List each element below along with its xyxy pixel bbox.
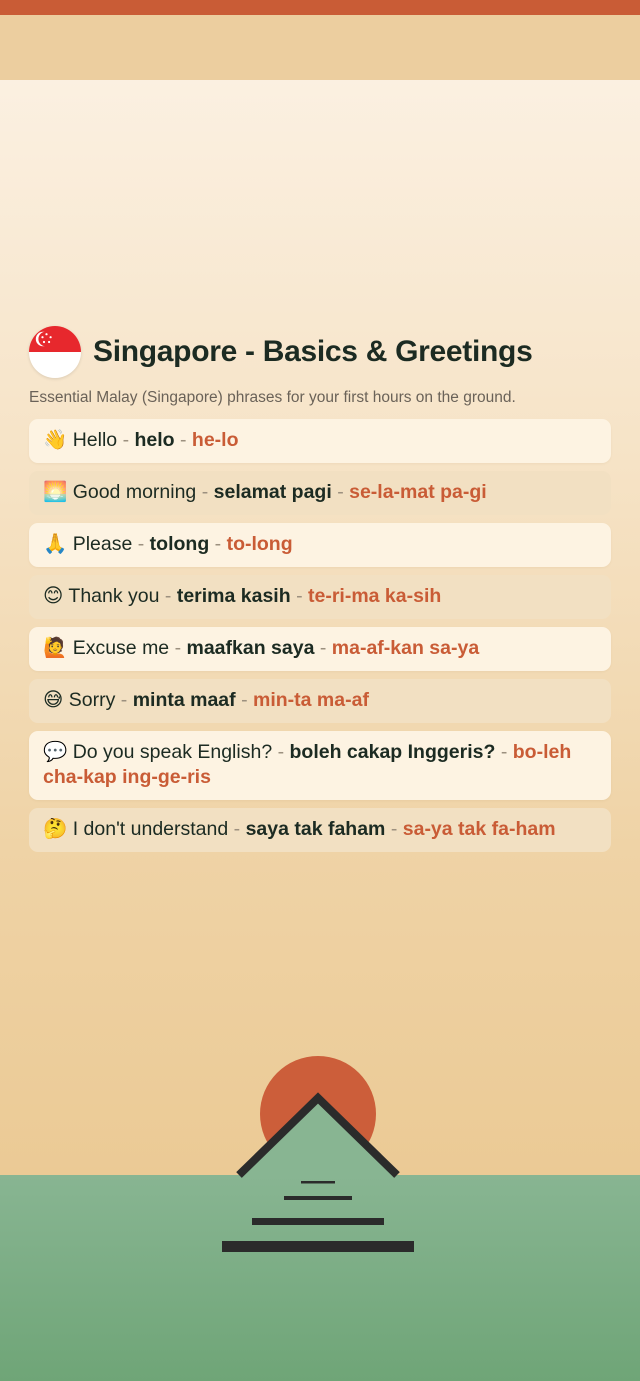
header	[29, 325, 611, 379]
list-item	[29, 808, 611, 852]
phrase-english: Excuse me	[72, 637, 170, 659]
separator: -	[174, 637, 182, 659]
list-item	[29, 523, 611, 567]
phrase-english: Do you speak English?	[72, 741, 273, 763]
separator: -	[296, 585, 303, 607]
sweat-smile-icon: 😅	[43, 689, 64, 711]
top-accent-bar	[0, 0, 640, 15]
waving-hand-icon: 👋	[43, 429, 68, 451]
phrase-pronunciation: bo-leh cha-kap ing-ge-ris	[43, 741, 572, 788]
separator: -	[122, 429, 130, 451]
phrase-english: Sorry	[68, 689, 116, 711]
top-band	[0, 15, 640, 80]
phrase-english: Thank you	[68, 585, 160, 607]
separator: -	[319, 637, 327, 659]
phrase-native: tolong	[149, 533, 210, 555]
phrase-native: terima kasih	[176, 585, 291, 607]
phrase-pronunciation: ma-af-kan sa-ya	[331, 637, 480, 659]
separator: -	[214, 533, 222, 555]
phrase-pronunciation: se-la-mat pa-gi	[349, 481, 487, 503]
raising-hand-icon: 🙋	[43, 637, 68, 659]
separator: -	[233, 818, 241, 840]
phrase-native: boleh cakap Inggeris?	[289, 741, 496, 763]
phrase-pronunciation: min-ta ma-af	[253, 689, 369, 711]
phrase-pronunciation: sa-ya tak fa-ham	[402, 818, 556, 840]
phrase-native: saya tak faham	[245, 818, 386, 840]
sunrise-temple-icon	[0, 1040, 640, 1300]
list-item	[29, 471, 611, 515]
separator: -	[201, 481, 209, 503]
sunrise-icon: 🌅	[43, 481, 68, 503]
phrase-native: helo	[134, 429, 175, 451]
phrase-native: maafkan saya	[186, 637, 315, 659]
phrase-english: I don't understand	[72, 818, 229, 840]
phrase-native: selamat pagi	[213, 481, 332, 503]
list-item	[29, 419, 611, 463]
page-title: Singapore - Basics & Greetings	[93, 335, 533, 368]
page-subtitle: Essential Malay (Singapore) phrases for your first hours on the ground.	[29, 389, 516, 406]
list-item	[29, 679, 611, 723]
separator: -	[164, 585, 172, 607]
phrase-card	[29, 325, 611, 860]
thinking-face-icon: 🤔	[43, 818, 68, 840]
phrase-english: Please	[72, 533, 133, 555]
speech-bubble-icon: 💬	[43, 741, 68, 763]
list-item	[29, 731, 611, 800]
folded-hands-icon: 🙏	[43, 533, 68, 555]
list-item	[29, 575, 611, 619]
phrase-pronunciation: he-lo	[191, 429, 239, 451]
phrase-list	[29, 419, 611, 852]
separator: -	[137, 533, 145, 555]
smiling-face-icon: 😊	[43, 585, 64, 607]
list-item	[29, 627, 611, 671]
separator: -	[277, 741, 285, 763]
separator: -	[337, 481, 344, 503]
phrase-pronunciation: to-long	[226, 533, 293, 555]
separator: -	[500, 741, 508, 763]
phrase-pronunciation: te-ri-ma ka-sih	[307, 585, 442, 607]
phrase-native: minta maaf	[132, 689, 236, 711]
singapore-flag-icon	[29, 326, 81, 378]
phrase-english: Hello	[72, 429, 118, 451]
separator: -	[180, 429, 187, 451]
separator: -	[390, 818, 398, 840]
phrase-english: Good morning	[72, 481, 197, 503]
separator: -	[120, 689, 128, 711]
separator: -	[241, 689, 248, 711]
